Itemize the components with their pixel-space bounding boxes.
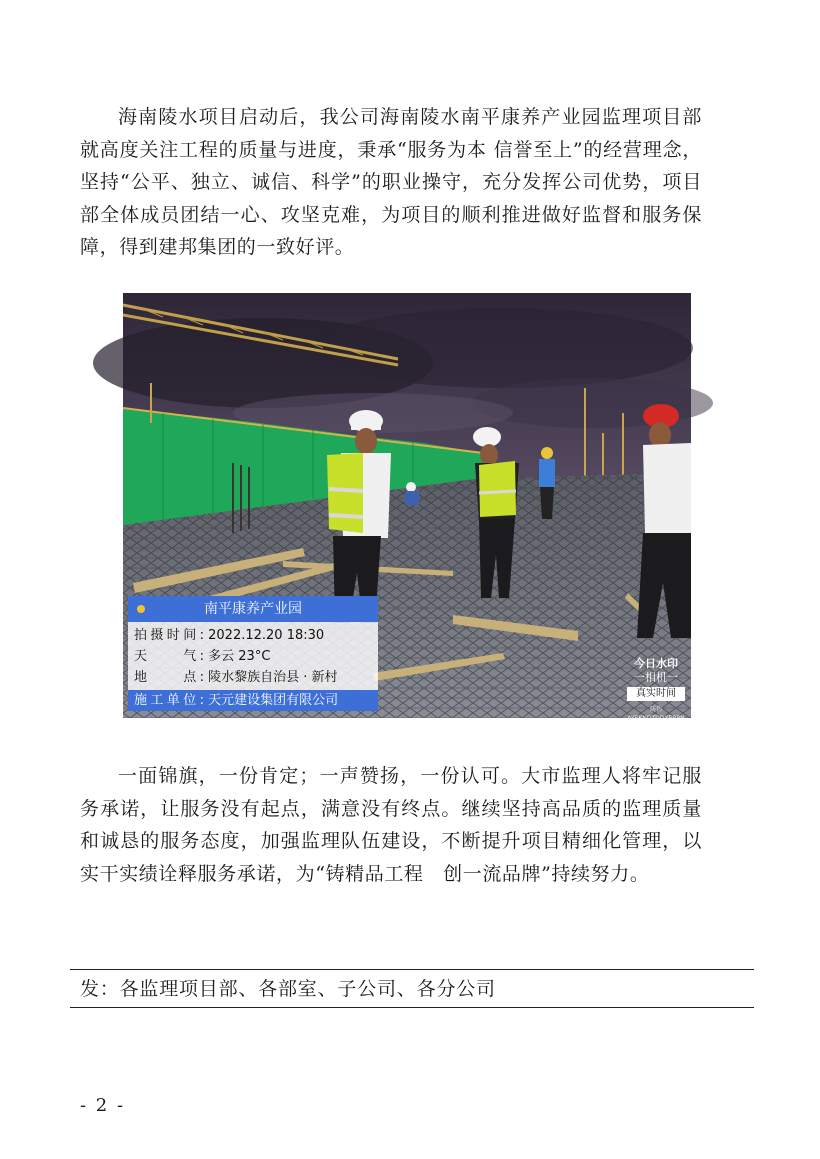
distribution-line: 发：各监理项目部、各部室、子公司、各分公司: [80, 978, 496, 1000]
location-dot-icon: [137, 605, 145, 613]
watermark-value: 陵水黎族自治县 · 新村: [208, 670, 338, 685]
photo-watermark-card: [128, 596, 378, 711]
badge-line: 一相机一: [634, 671, 678, 684]
badge-line: 真实时间: [627, 687, 685, 701]
divider-bottom: [70, 1007, 754, 1008]
camera-app-badge: [627, 657, 685, 723]
divider-top: [70, 969, 754, 970]
watermark-row-weather: [134, 646, 372, 667]
badge-code: 防伪AYEKNDTDDXERPN: [627, 706, 685, 722]
intro-paragraph: 海南陵水项目启动后，我公司海南陵水南平康养产业园监理项目部就高度关注工程的质量与进度，秉承“服务为本 信誉至上”的经营理念，坚持“公平、独立、诚信、科学”的职业操守，充分发挥公司优势，项目部全体成员团结一心、攻坚克难，为项目的顺利推进做好监督和服务保障，得到建邦集团的一致好评。: [80, 106, 702, 258]
watermark-title-bar: [128, 596, 378, 622]
badge-line: 今日水印: [634, 657, 678, 670]
page-number: - 2 -: [80, 1095, 126, 1116]
watermark-contractor-bar: [128, 690, 378, 711]
closing-paragraph: 一面锦旗，一份肯定；一声赞扬，一份认可。大市监理人将牢记服务承诺，让服务没有起点，满意没有终点。继续坚持高品质的监理质量和诚恳的服务态度，加强监理队伍建设，不断提升项目精细化管理，以实干实绩诠释服务承诺，为“铸精品工程 创一流品牌”持续努力。: [80, 765, 702, 885]
watermark-value: 2022.12.20 18:30: [208, 628, 325, 643]
watermark-label: 施工单位:: [134, 693, 204, 708]
watermark-title: 南平康养产业园: [204, 601, 302, 617]
construction-site-photo: [123, 293, 691, 722]
watermark-value: 多云 23°C: [208, 649, 271, 664]
watermark-value: 天元建设集团有限公司: [208, 693, 339, 708]
watermark-details: [128, 622, 378, 690]
watermark-label: 地 点:: [134, 670, 204, 685]
watermark-row-time: [134, 625, 372, 646]
watermark-row-location: [134, 667, 372, 688]
watermark-label: 天 气:: [134, 649, 204, 664]
watermark-label: 拍摄时间:: [134, 628, 204, 643]
